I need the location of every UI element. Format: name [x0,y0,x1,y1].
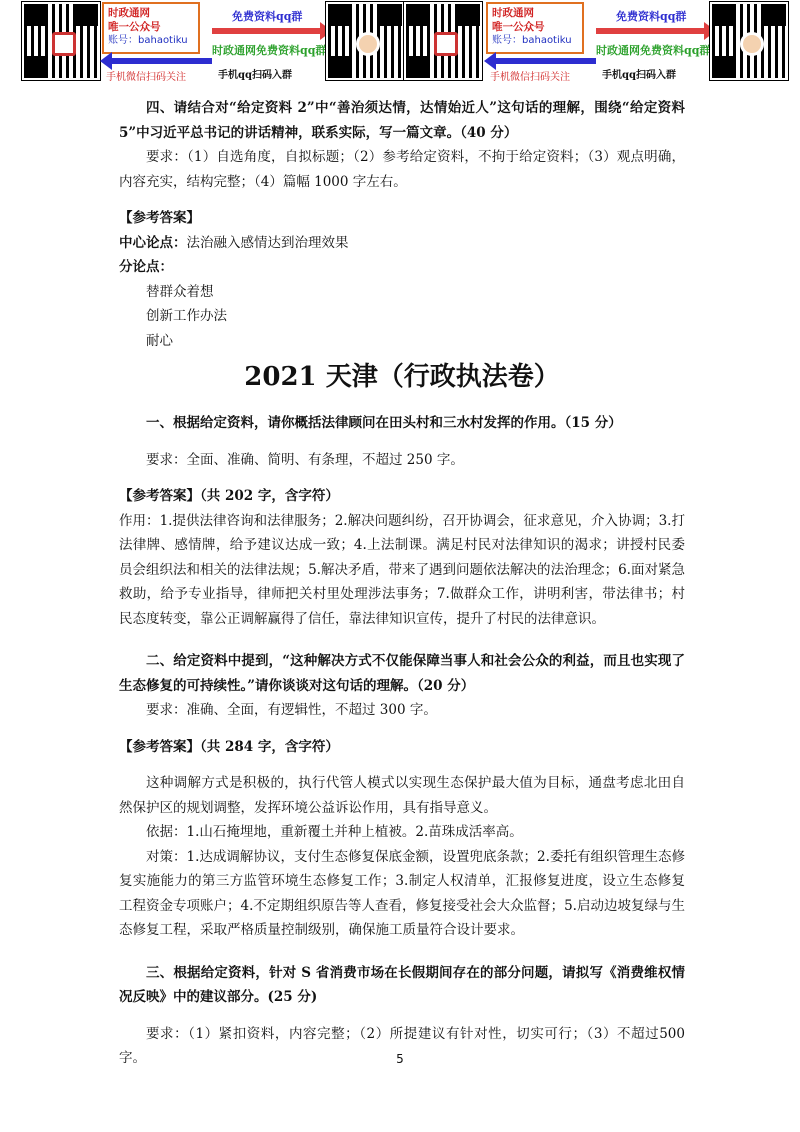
q3-requirement: 要求：（1）紧扣资料，内容完整；（2）所提建议有针对性，切实可行；（3）不超过500 字。 [119,1025,685,1066]
section4-requirement: 要求：（1）自选角度，自拟标题；（2）参考给定资料，不拘于给定资料；（3）观点明确，内容充实，结构完整；（4）篇幅 1000 字左右。 [119,149,685,190]
site-free-qq-label-right: 时政通网免费资料qq群 [596,44,711,57]
box-line1-right: 时政通网 [492,7,534,19]
q2-requirement: 要求：准确、全面，有逻辑性，不超过 300 字。 [146,702,437,718]
sub-point: 替群众着想 [146,283,214,300]
qr-code-qq-right[interactable] [710,2,788,80]
q2-answer-label: 【参考答案】（共 284 字，含字符） [119,738,339,755]
box-line1: 时政通网 [108,7,150,19]
section4-answer-label: 【参考答案】 [119,210,200,226]
arrow-right-icon [212,28,320,34]
official-account-box-right [486,2,584,54]
qr-code-wechat-right[interactable] [404,2,482,80]
mobile-qq-scan-label: 手机qq扫码入群 [218,70,292,81]
free-qq-label: 免费资料qq群 [232,10,303,23]
q2-question: 二、给定资料中提到，“这种解决方式不仅能保障当事人和社会公众的利益，而且也实现了生态修复的可持续性。”请你谈谈对这句话的理解。（20 分） [119,653,685,694]
wechat-scan-label-right: 手机微信扫码关注 [490,72,570,83]
page-number: 5 [396,1052,404,1066]
central-label: 中心论点： [119,234,187,251]
arrow-left-icon-right [496,58,596,64]
box-line3: 账号：bahaotiku [108,35,188,46]
free-qq-label-right: 免费资料qq群 [616,10,687,23]
qr-code-qq-left[interactable] [326,2,404,80]
q3-question: 三、根据给定资料，针对 S 省消费市场在长假期间存在的部分问题，请拟写《消费维权情况反映》中的建议部分。(25 分) [119,964,685,1005]
mobile-qq-scan-label-right: 手机qq扫码入群 [602,70,676,81]
site-free-qq-label: 时政通网免费资料qq群 [212,44,327,57]
sub-point: 创新工作办法 [146,308,227,324]
box-line2: 唯一公众号 [108,21,161,33]
header-banner [0,0,800,86]
free-qq-block-left [212,6,332,81]
q2-answer-para2: 依据：1.山石掩埋地，重新覆土并种上植被。2.苗珠成活率高。 [146,824,523,840]
q2-answer-para1: 这种调解方式是积极的，执行代管人模式以实现生态保护最大值为目标，通盘考虑北田自然保护区的规划调整，发挥环境公益诉讼作用，具有指导意义。 [119,775,685,816]
sub-point: 耐心 [146,332,173,349]
q1-answer-label: 【参考答案】（共 202 字，含字符） [119,488,339,504]
qr-code-wechat-left[interactable] [22,2,100,80]
arrow-right-icon-right [596,28,704,34]
q1-requirement: 要求：全面、准确、简明、有条理，不超过 250 字。 [146,451,464,468]
document-body [119,96,685,1071]
box-line2-right: 唯一公众号 [492,21,545,33]
wechat-scan-label-left: 手机微信扫码关注 [106,72,186,83]
q1-question: 一、根据给定资料，请你概括法律顾问在田头村和三水村发挥的作用。（15 分） [146,415,622,431]
free-qq-block-right [596,6,716,81]
central-text: 法治融入感情达到治理效果 [186,234,349,251]
arrow-left-icon [112,58,212,64]
section4-question: 四、请结合对“给定资料 2”中“善治须达情，达情始近人”这句话的理解，围绕“给定资料 5”中习近平总书记的讲话精神，联系实际，写一篇文章。（40 分） [119,100,685,141]
box-line3-right: 账号：bahaotiku [492,35,572,46]
q1-answer: 作用：1.提供法律咨询和法律服务；2.解决问题纠纷，召开协调会，征求意见，介入协调；3.打法律牌、感情牌，给予建议达成一致；4.上法制课。满足村民对法律知识的渴求；讲授村民委员会组织法和相关的法律法规；5.解决矛盾，带来了遇到问题依法解决的法治理念；6.面对紧急救助，给予专业指导，律师把关村里处理涉法事务；7.做群众工作，讲明利害，带法律书；村民态度转变，靠公正调解赢得了信任，靠法律知识宣传，提升了村民的法律意识。 [119,512,685,627]
exam-title: 2021 天津（行政执法卷） [244,362,560,392]
q2-answer-para3: 对策：1.达成调解协议，支付生态修复保底金额，设置兜底条款；2.委托有组织管理生态修复实施能力的第三方监管环境生态修复工作；3.制定人权清单，汇报修复进度，设立生态修复工程资金专项账户；4.不定期组织原告等人查看，修复接受社会大众监督；5.启动边坡复绿与生态修复工程，采取严格质量控制级别，确保施工质量符合设计要求。 [119,848,685,938]
sub-argument-label: 分论点： [119,259,173,275]
official-account-box-left [102,2,200,54]
central-argument [119,231,685,256]
